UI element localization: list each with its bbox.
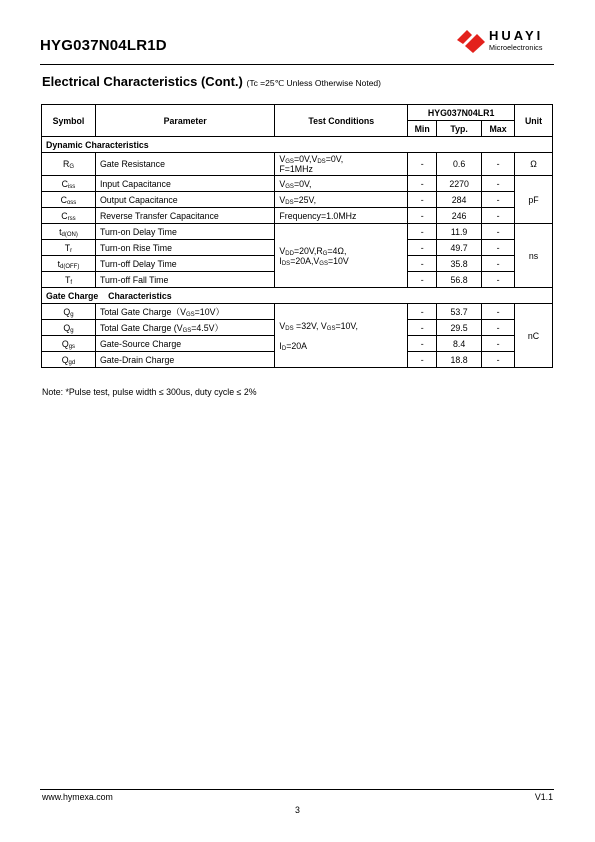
min-cell: - [408, 304, 437, 320]
header-unit: Unit [515, 105, 553, 137]
header-divider [40, 64, 554, 65]
header-typ: Typ. [437, 121, 482, 137]
logo-text: HUAYI [489, 28, 544, 43]
parameter-cell: Input Capacitance [95, 176, 274, 192]
typ-cell: 0.6 [437, 153, 482, 176]
table-row [42, 192, 553, 208]
condition-cell: $V_{DD}=20V,R_G=4\Omega$, $I_{DS}=20A,V_{GS}=10V$ [275, 224, 408, 288]
parameter-cell: Reverse Transfer Capacitance [95, 208, 274, 224]
typ-cell: 18.8 [437, 352, 482, 368]
footer-divider [40, 789, 554, 790]
min-cell: - [408, 240, 437, 256]
condition-cell: $V_{DS} =32V$, $V_{GS}=10V$, $I_D=20A$ [275, 304, 408, 368]
min-cell: - [408, 256, 437, 272]
typ-cell: 246 [437, 208, 482, 224]
parameter-cell: Turn-on Delay Time [95, 224, 274, 240]
table-row [42, 176, 553, 192]
min-cell: - [408, 176, 437, 192]
header-symbol: Symbol [42, 105, 96, 137]
table-row [42, 224, 553, 240]
header-test-conditions: Test Conditions [275, 105, 408, 137]
section-heading: Electrical Characteristics (Cont.) [42, 74, 243, 89]
parameter-cell: Total Gate Charge $(V_{GS}=4.5V)$ [95, 320, 274, 336]
unit-cell: nC [515, 304, 553, 368]
condition-cell: Frequency=1.0MHz [275, 208, 408, 224]
parameter-cell: Output Capacitance [95, 192, 274, 208]
symbol-cell: $C_{oss}$ [42, 192, 96, 208]
max-cell: - [482, 208, 515, 224]
logo-subtitle: Microelectronics [489, 43, 543, 52]
parameter-cell: Turn-on Rise Time [95, 240, 274, 256]
electrical-characteristics-table [41, 104, 553, 368]
parameter-cell: Gate-Source Charge [95, 336, 274, 352]
min-cell: - [408, 224, 437, 240]
max-cell: - [482, 256, 515, 272]
min-cell: - [408, 153, 437, 176]
max-cell: - [482, 320, 515, 336]
min-cell: - [408, 320, 437, 336]
condition-cell: $V_{DS}=25V$, [275, 192, 408, 208]
typ-cell: 49.7 [437, 240, 482, 256]
typ-cell: 35.8 [437, 256, 482, 272]
header-device: HYG037N04LR1 [408, 105, 515, 121]
symbol-cell: $C_{iss}$ [42, 176, 96, 192]
section-condition-note: (Tc =25℃ Unless Otherwise Noted) [246, 78, 381, 88]
parameter-cell: Total Gate $Charge(V_{GS}=10V)$ [95, 304, 274, 320]
unit-cell: Ω [515, 153, 553, 176]
max-cell: - [482, 304, 515, 320]
min-cell: - [408, 192, 437, 208]
condition-cell: $V_{GS}=0V$, [275, 176, 408, 192]
max-cell: - [482, 176, 515, 192]
typ-cell: 29.5 [437, 320, 482, 336]
header-min: Min [408, 121, 437, 137]
min-cell: - [408, 352, 437, 368]
page-number: 3 [295, 805, 300, 815]
typ-cell: 284 [437, 192, 482, 208]
typ-cell: 56.8 [437, 272, 482, 288]
table-row [42, 304, 553, 320]
symbol-cell: $T_r$ [42, 240, 96, 256]
header-max: Max [482, 121, 515, 137]
max-cell: - [482, 224, 515, 240]
max-cell: - [482, 272, 515, 288]
header-parameter: Parameter [95, 105, 274, 137]
parameter-cell: Turn-off Fall Time [95, 272, 274, 288]
parameter-cell: Gate Resistance [95, 153, 274, 176]
parameter-cell: Gate-Drain Charge [95, 352, 274, 368]
min-cell: - [408, 272, 437, 288]
symbol-cell: $T_f$ [42, 272, 96, 288]
typ-cell: 2270 [437, 176, 482, 192]
symbol-cell: $R_G$ [42, 153, 96, 176]
max-cell: - [482, 336, 515, 352]
table-row [42, 153, 553, 176]
typ-cell: 8.4 [437, 336, 482, 352]
min-cell: - [408, 336, 437, 352]
min-cell: - [408, 208, 437, 224]
max-cell: - [482, 240, 515, 256]
symbol-cell: $Q_{gs}$ [42, 336, 96, 352]
parameter-cell: Turn-off Delay Time [95, 256, 274, 272]
unit-cell: ns [515, 224, 553, 288]
section-dynamic: Dynamic Characteristics [42, 137, 553, 153]
symbol-cell: $Q_g$ [42, 304, 96, 320]
part-number-title: HYG037N04LR1D [40, 37, 167, 54]
max-cell: - [482, 352, 515, 368]
typ-cell: 11.9 [437, 224, 482, 240]
pulse-test-note: Note: *Pulse test, pulse width ≤ 300us, duty cycle ≤ 2% [42, 387, 257, 397]
symbol-cell: $t_{d(OFF)}$ [42, 256, 96, 272]
condition-cell: $V_{GS}=0V,V_{DS}=0V$, F=1MHz [275, 153, 408, 176]
max-cell: - [482, 153, 515, 176]
typ-cell: 53.7 [437, 304, 482, 320]
footer-website-link[interactable]: www.hymexa.com [42, 792, 113, 802]
symbol-cell: $Q_g$ [42, 320, 96, 336]
symbol-cell: $t_{d(ON)}$ [42, 224, 96, 240]
table-row [42, 208, 553, 224]
section-gate-charge: Gate Charge Characteristics [42, 288, 553, 304]
section-title [42, 74, 381, 89]
symbol-cell: $C_{rss}$ [42, 208, 96, 224]
max-cell: - [482, 192, 515, 208]
footer-version: V1.1 [534, 792, 553, 802]
unit-cell: pF [515, 176, 553, 224]
symbol-cell: $Q_{gd}$ [42, 352, 96, 368]
